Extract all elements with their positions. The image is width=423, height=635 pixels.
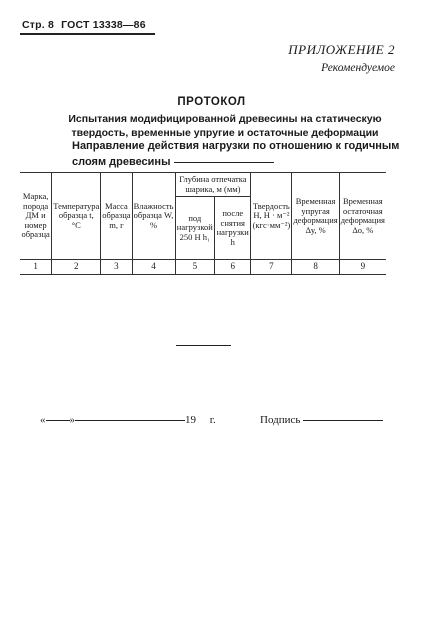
col-number: 7 — [251, 260, 292, 275]
col-header-residual-deformation: Временная остаточная деформация Δо, % — [339, 173, 386, 260]
day-blank — [46, 420, 70, 421]
page-header — [22, 19, 146, 31]
signature-line — [260, 414, 383, 426]
col-header-hardness: Твердость H, Н · м⁻² (кгс·мм⁻²) — [251, 173, 292, 260]
direction-blank — [174, 162, 274, 163]
col-number: 5 — [175, 260, 215, 275]
protocol-subtitle: Испытания модифицированной древесины на статическую твердость, временные упругие и остаточные деформации — [68, 113, 382, 139]
month-blank — [75, 420, 185, 421]
col-header-temperature: Температура образца t, °С — [52, 173, 101, 260]
appendix-block — [288, 42, 395, 74]
signature-blank — [303, 420, 383, 421]
closing-rule — [176, 345, 231, 346]
direction-line-1: Направление действия нагрузки по отношению к годичным — [72, 140, 400, 152]
col-header-mass: Масса образца m, г — [101, 173, 132, 260]
year-suffix: г. — [209, 414, 216, 426]
direction-line-2-text: слоям древесины — [72, 156, 171, 168]
col-number: 3 — [101, 260, 132, 275]
col-header-elastic-deformation: Временная упругая деформация Δу, % — [292, 173, 339, 260]
col-header-moisture: Влажность образца W, % — [132, 173, 175, 260]
col-number: 6 — [215, 260, 251, 275]
subcol-under-load: под нагрузкой 250 Н h₁ — [175, 197, 215, 260]
appendix-note: Рекомендуемое — [321, 62, 395, 74]
appendix-title: ПРИЛОЖЕНИЕ 2 — [288, 42, 395, 57]
quote-close: » — [69, 414, 75, 426]
standard-code: ГОСТ 13338—86 — [61, 19, 146, 31]
signature-label: Подпись — [260, 414, 301, 426]
quote-open: « — [40, 414, 46, 426]
col-number: 1 — [20, 260, 52, 275]
col-header-indent-depth: Глубина отпечатка шарика, м (мм) — [175, 173, 251, 197]
direction-line-2 — [72, 156, 274, 168]
header-rule — [20, 33, 155, 35]
protocol-table — [20, 172, 386, 275]
col-header-sample: Марка, порода ДМ и номер образца — [20, 173, 52, 260]
col-number: 8 — [292, 260, 339, 275]
subcol-after-unload: после снятия нагрузки h — [215, 197, 251, 260]
col-number: 2 — [52, 260, 101, 275]
date-line — [40, 414, 216, 426]
page-number: Стр. 8 — [22, 19, 55, 31]
year-prefix: 19 — [185, 414, 196, 426]
col-number: 9 — [339, 260, 386, 275]
protocol-title: ПРОТОКОЛ — [177, 96, 246, 108]
col-number: 4 — [132, 260, 175, 275]
